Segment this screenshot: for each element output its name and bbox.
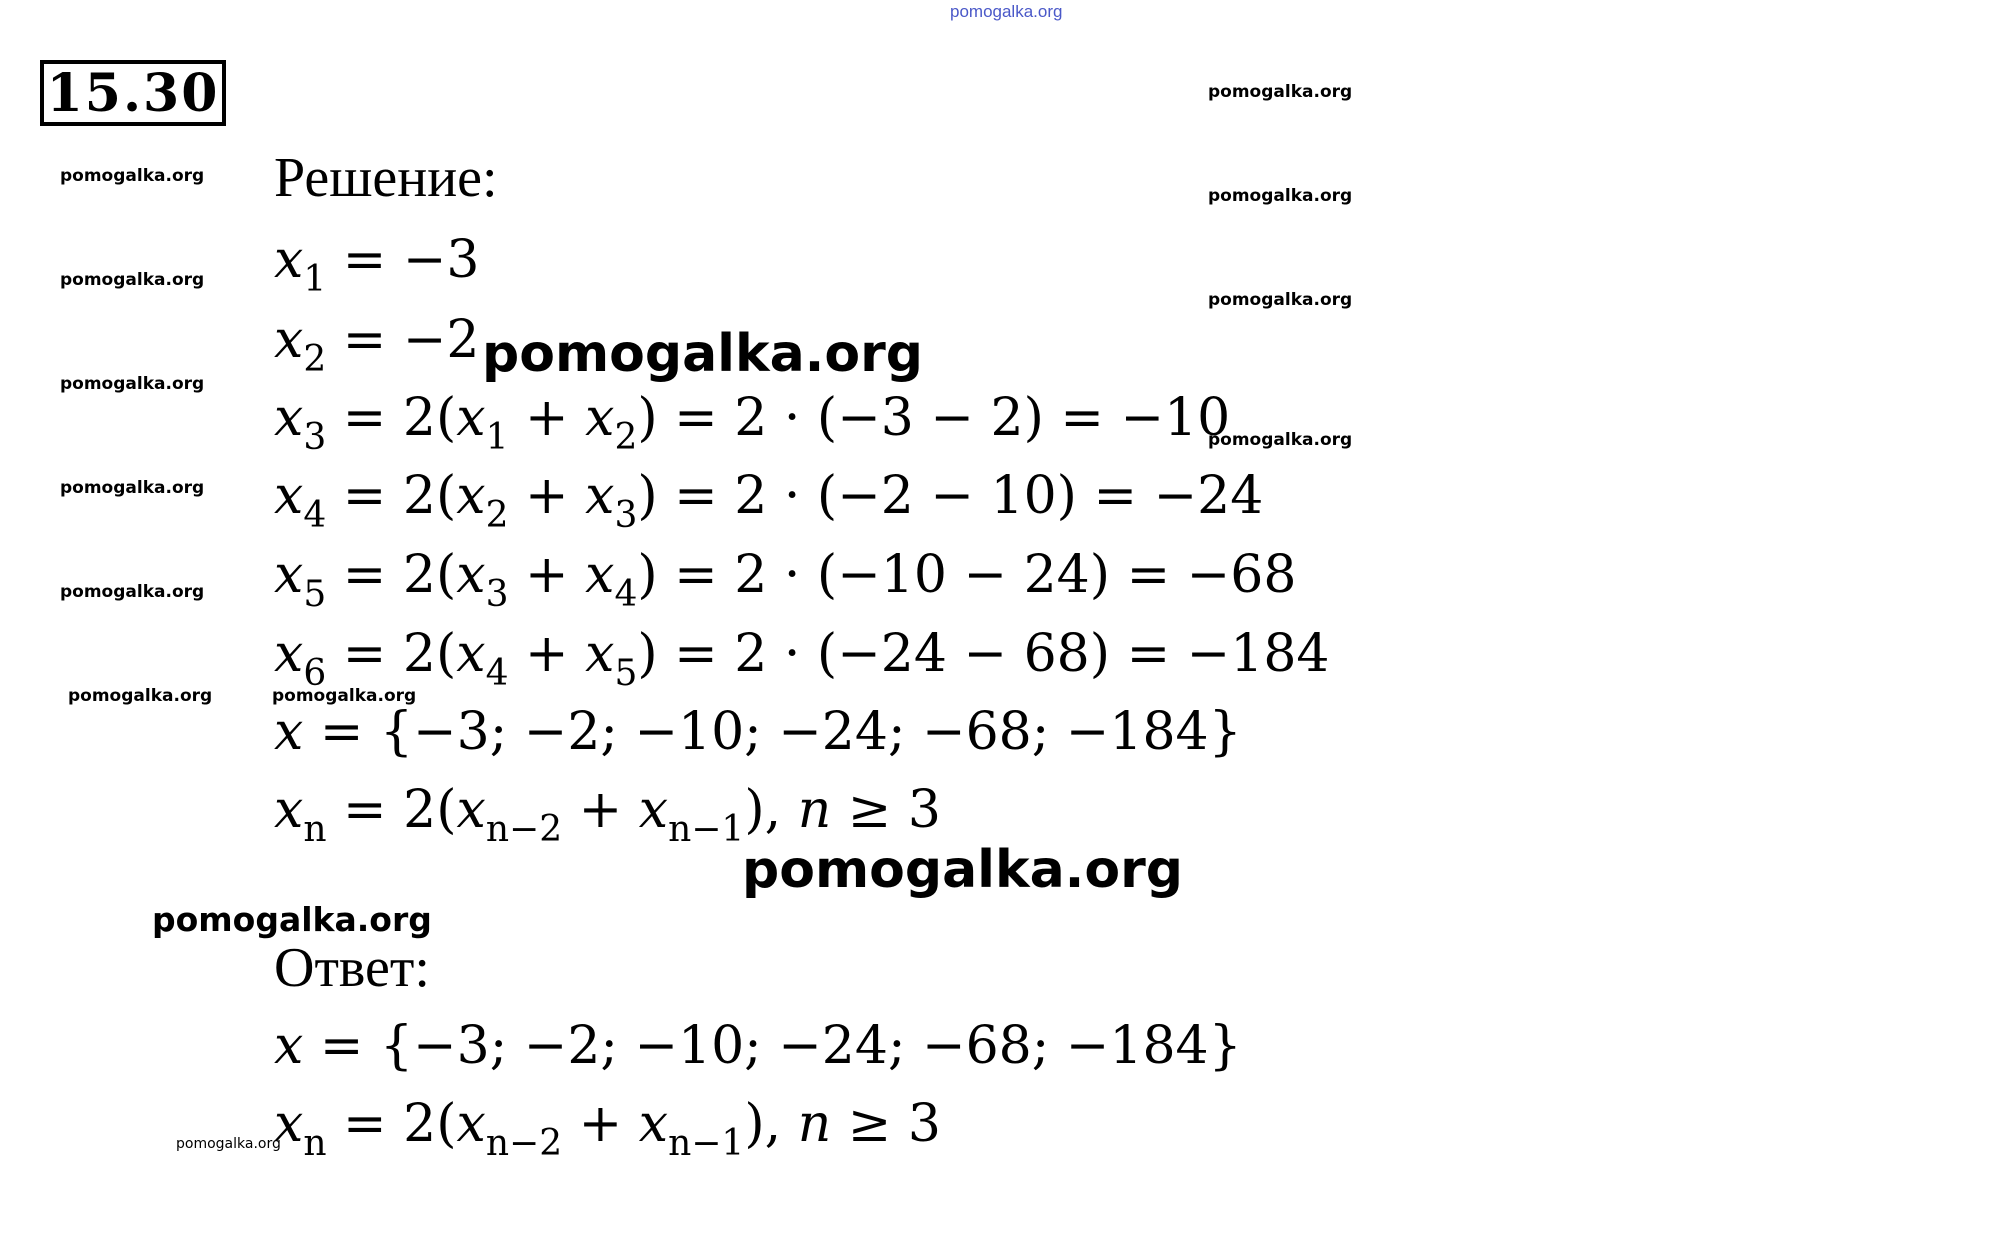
watermark: pomogalka.org <box>1208 82 1353 102</box>
expr: = 2( <box>326 624 457 684</box>
expr: = 2( <box>326 780 457 840</box>
var: x <box>274 230 304 290</box>
expr: + <box>508 545 586 605</box>
solution-line-x1 <box>274 230 480 300</box>
var: x <box>638 780 669 840</box>
answer-line-set <box>274 1016 1242 1076</box>
var: x <box>274 780 304 840</box>
expr: = 2( <box>326 545 457 605</box>
subscript: 4 <box>303 495 327 536</box>
expr: ≥ 3 <box>831 780 941 840</box>
subscript: 2 <box>303 339 327 380</box>
subscript: 1 <box>303 259 327 300</box>
watermark: pomogalka.org <box>60 582 205 602</box>
watermark: pomogalka.org <box>152 900 432 939</box>
subscript: 2 <box>485 495 509 536</box>
expr: + <box>508 388 586 448</box>
var: x <box>274 1016 304 1076</box>
subscript: n−1 <box>668 1123 745 1164</box>
subscript: 3 <box>303 417 327 458</box>
solution-line-x4 <box>274 466 1264 536</box>
watermark: pomogalka.org <box>1208 290 1353 310</box>
var: x <box>274 466 304 526</box>
watermark: pomogalka.org <box>742 840 1184 900</box>
expr: + <box>562 1094 639 1154</box>
var: x <box>274 702 304 762</box>
expr: = {−3; −2; −10; −24; −68; −184} <box>303 702 1242 762</box>
var: x <box>456 1094 486 1154</box>
expr: + <box>508 466 586 526</box>
subscript: 6 <box>303 653 327 694</box>
var: x <box>274 388 304 448</box>
subscript: 2 <box>614 417 638 458</box>
answer-line-formula <box>274 1094 941 1164</box>
watermark: pomogalka.org <box>60 478 205 498</box>
subscript: n−2 <box>485 1123 563 1164</box>
subscript: 3 <box>485 574 509 615</box>
expr: = 2( <box>326 1094 457 1154</box>
var: x <box>585 624 615 684</box>
subscript: 1 <box>485 417 509 458</box>
expr: ), <box>744 1094 798 1154</box>
var: x <box>456 780 486 840</box>
watermark: pomogalka.org <box>272 686 417 706</box>
solution-line-x2 <box>274 310 480 380</box>
subscript: n−1 <box>668 809 745 850</box>
expr: ), <box>744 780 798 840</box>
expr: + <box>562 780 639 840</box>
expr: = 2( <box>326 466 457 526</box>
expr: = −3 <box>326 230 480 290</box>
var: n <box>797 1094 832 1154</box>
var: x <box>638 1094 669 1154</box>
solution-line-x6 <box>274 624 1330 694</box>
subscript: 4 <box>485 653 509 694</box>
watermark: pomogalka.org <box>1208 430 1353 450</box>
var: x <box>456 388 486 448</box>
expr: ) = 2 · (−3 − 2) = −10 <box>637 388 1231 448</box>
watermark: pomogalka.org <box>482 324 924 384</box>
expr: = {−3; −2; −10; −24; −68; −184} <box>303 1016 1242 1076</box>
var: n <box>797 780 832 840</box>
subscript: 5 <box>303 574 327 615</box>
watermark: pomogalka.org <box>60 166 205 186</box>
subscript: n <box>303 1123 327 1164</box>
var: x <box>456 545 486 605</box>
subscript: 3 <box>614 495 638 536</box>
subscript: 5 <box>614 653 638 694</box>
expr: ) = 2 · (−24 − 68) = −184 <box>637 624 1330 684</box>
var: x <box>274 1094 304 1154</box>
watermark: pomogalka.org <box>60 374 205 394</box>
var: x <box>274 310 304 370</box>
expr: ≥ 3 <box>831 1094 941 1154</box>
solution-line-set <box>274 702 1242 762</box>
expr: = 2( <box>326 388 457 448</box>
answer-heading: Ответ: <box>274 937 430 999</box>
solution-line-x5 <box>274 545 1297 615</box>
watermark: pomogalka.org <box>176 1136 281 1152</box>
subscript: n <box>303 809 327 850</box>
subscript: n−2 <box>485 809 563 850</box>
header-site-url[interactable]: pomogalka.org <box>950 2 1063 21</box>
problem-number: 15.30 <box>46 62 220 124</box>
var: x <box>585 545 615 605</box>
var: x <box>456 624 486 684</box>
expr: = −2 <box>326 310 480 370</box>
var: x <box>585 466 615 526</box>
var: x <box>456 466 486 526</box>
expr: ) = 2 · (−10 − 24) = −68 <box>637 545 1297 605</box>
var: x <box>274 545 304 605</box>
subscript: 4 <box>614 574 638 615</box>
solution-line-x3 <box>274 388 1231 458</box>
expr: ) = 2 · (−2 − 10) = −24 <box>637 466 1264 526</box>
expr: + <box>508 624 586 684</box>
watermark: pomogalka.org <box>60 270 205 290</box>
solution-line-formula <box>274 780 941 850</box>
var: x <box>585 388 615 448</box>
solution-heading: Решение: <box>274 147 498 209</box>
problem-number-box <box>40 60 226 126</box>
watermark: pomogalka.org <box>68 686 213 706</box>
var: x <box>274 624 304 684</box>
watermark: pomogalka.org <box>1208 186 1353 206</box>
